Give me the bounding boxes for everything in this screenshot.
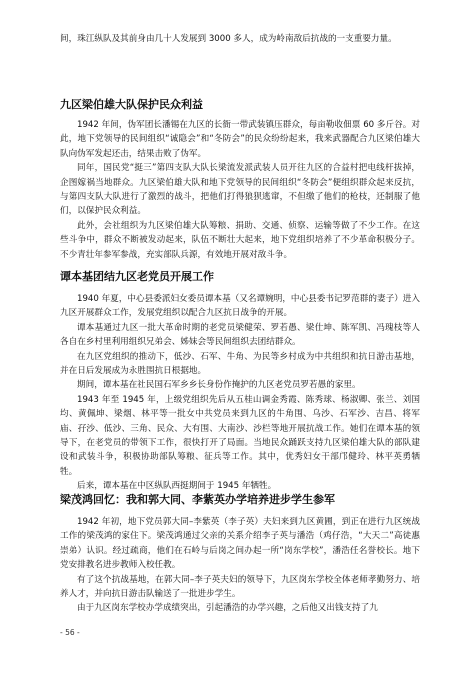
section-body-2 [60,292,420,494]
section-body-3 [60,515,420,616]
section-liang-maohong [60,493,420,507]
page-number: - 56 - [60,628,80,637]
section-tan-benji [60,270,420,284]
paragraph: 有了这个抗战基地，在郭大同–李子英夫妇的领导下，九区岗东学校全体老师孝勤努力、培养人才，并向抗日游击队输送了一批进步学生。 [60,574,420,600]
paragraph: 谭本基通过九区一批大革命时期的老党员梁健荣、罗若愚、梁仕坤、陈军凯、冯瑰枝等人各自在乡村里利用组织兄弟会、姊妹会等民间组织去团结群众。 [60,322,420,348]
paragraph: 间，珠江纵队及其前身由几十人发展到 3000 多人，成为岭南敌后抗战的一支重要力量。 [60,34,397,44]
continuation-paragraph [60,32,420,46]
paragraph: 后来，谭本基在中区纵队西挺期间于 1945 年牺牲。 [77,481,277,492]
paragraph: 1942 年间，伪军团长潘锡在九区的长衙一带武装镇压群众，每亩勒收佃票 60 多斤谷。对此，地下党领导的民间组织“诚隐会”和“冬防会”的民众纷纷起来，我来武器配合九区梁伯雄大队向伪军发起还击，结果击败了伪军。 [60,120,420,159]
section-liang-boxiong [60,98,420,112]
paragraph: 同年，国民党“挺三”第四支队大队长梁流发派武装人员开往九区的合益村把电线杆拔掉，企图嫁祸当地群众。九区梁伯雄大队和地下党领导的民间组织“冬防会”便组织群众起来反抗，与第四支队大队进行了激烈的战斗，把他们打得狼狈逃窜，不但缴了他们的枪枝，还制服了他们，以保护民众利益。 [60,163,420,217]
paragraph: 此外，会社组织为九区梁伯雄大队筹粮、捐助、交通、侦察、运输等做了不少工作。在这些斗争中，群众不断被发动起来，队伍不断壮大起来，地下党组织培养了不少革命积极分子。不少青壮年参军参战，充实部队兵源，有效地开展对敌斗争。 [60,220,420,260]
paragraph: 由于九区岗东学校办学成绩突出，引起潘浩的办学兴趣，之后他又出钱支持了九 [77,603,378,614]
paragraph: 1942 年初，地下党员郭大同–李紫英（李子英）夫妇来到九区黄圃，到正在进行九区统战工作的梁茂鸿的家住下。梁茂鸿通过父亲的关系介绍李子英与潘浩（鸡仔浩，“大天二”高徒惠崇弟）认识。经过疏商，他们在石岭与后岗之间办起一所“岗东学校”，潘浩任名誉校长。地下党安排教名进步教师入校任教。 [60,517,420,571]
paragraph: 1943 年至 1945 年，上级党组织先后从五桂山调金秀霞、陈秀球、杨淑卿、张兰、刘国均、黄佩坤、梁烟、林平等一批女中共党员来到九区的牛角围、乌沙、石军沙、吉昌、将军庙、孖沙、低沙、三角、民众、大有围、大南沙、沙栏等地开展抗战工作。她们在谭本基的领导下，在老党员的带领下工作，很快打开了局面。当地民众踊跃支持九区梁伯雄大队的部队建设和武装斗争，积极协助部队筹粮、征兵等工作。其中，优秀妇女干部邝健玲、林平英勇牺牲。 [60,394,420,477]
paragraph: 在九区党组织的推动下，低沙、石军、牛角、为民等乡村成为中共组织和抗日游击基地，并在日后发展成为永胜围抗日根据地。 [60,351,420,377]
section-heading: 谭本基团结九区老党员开展工作 [60,270,214,283]
paragraph: 1940 年夏，中心县委派妇女委员谭本基（又名谭婉明，中心县委书记罗范群的妻子）进入九区开展群众工作，发展党组织以配合九区抗日战争的开展。 [60,294,420,319]
section-heading: 梁茂鸿回忆：我和郭大同、李紫英办学培养进步学生参军 [60,493,335,506]
section-body-1 [60,118,420,262]
section-heading: 九区梁伯雄大队保护民众利益 [60,98,203,111]
paragraph: 期间，谭本基在社民国石军乡乡长身份作掩护的九区老党员罗若愚的家里。 [77,380,361,391]
